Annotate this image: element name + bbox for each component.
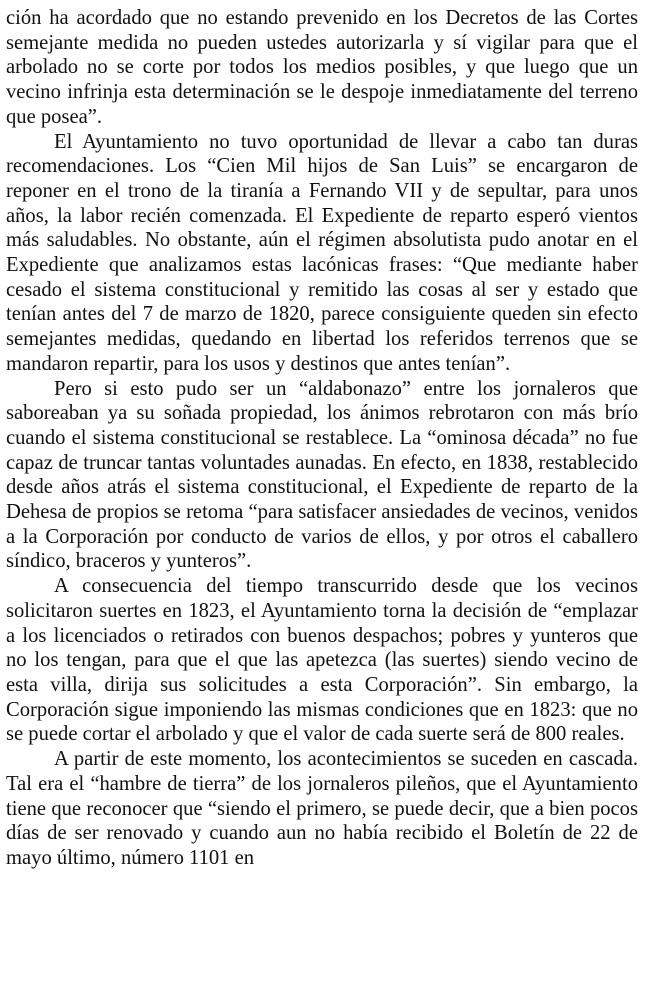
- document-page: [6, 6, 638, 871]
- paragraph-continuation: ción ha acordado que no estando prevenido en los Decretos de las Cortes semejante medida no pueden ustedes autorizarla y sí vigilar para que el arbolado no se corte por todos los medios posibles, y que luego que un vecino infrinja esta determinación se le despoje inmediatamente del terreno que posea”.: [6, 7, 638, 128]
- paragraph: A consecuencia del tiempo transcurrido desde que los vecinos solicitaron suertes en 1823, el Ayuntamiento torna la decisión de “emplazar a los licenciados o retirados con buenos despachos; pobres y yunteros que no los tengan, para que el que las apetezca (las suertes) siendo vecino de esta villa, dirija sus solicitudes a esta Corporación”. Sin embargo, la Corporación sigue imponiendo las mismas condiciones que en 1823: que no se puede cortar el arbolado y que el valor de cada suerte será de 800 reales.: [6, 575, 638, 746]
- paragraph: Pero si esto pudo ser un “aldabonazo” entre los jornaleros que saboreaban ya su soñada propiedad, los ánimos rebrotaron con más brío cuando el sistema constitucional se restablece. La “ominosa década” no fue capaz de truncar tantas voluntades aunadas. En efecto, en 1838, restablecido desde años atrás el sistema constitucional, el Expediente de reparto de la Dehesa de propios se retoma “para satisfacer ansiedades de vecinos, venidos a la Corporación por conducto de varios de ellos, y por otros el caballero síndico, braceros y yunteros”.: [6, 377, 638, 573]
- paragraph: A partir de este momento, los acontecimientos se suceden en cascada. Tal era el “hambre de tierra” de los jornaleros pileños, que el Ayuntamiento tiene que reconocer que “siendo el primero, se puede decir, que a bien pocos días de ser renovado y cuando aun no había recibido el Boletín de 22 de mayo último, número 1101 en: [6, 748, 638, 869]
- paragraph: El Ayuntamiento no tuvo oportunidad de llevar a cabo tan duras recomendaciones. Los “Cien Mil hijos de San Luis” se encargaron de reponer en el trono de la tiranía a Fernando VII y de sepultar, para unos años, la labor recién comenzada. El Expediente de reparto esperó vientos más saludables. No obstante, aún el régimen absolutista pudo anotar en el Expediente que analizamos estas lacónicas frases: “Que mediante haber cesado el sistema constitucional y remitido las cosas al ser y estado que tenían antes del 7 de marzo de 1820, parece consiguiente queden sin efecto semejantes medidas, quedando en libertad los referidos terrenos que se mandaron repartir, para los usos y destinos que antes tenían”.: [6, 130, 638, 375]
